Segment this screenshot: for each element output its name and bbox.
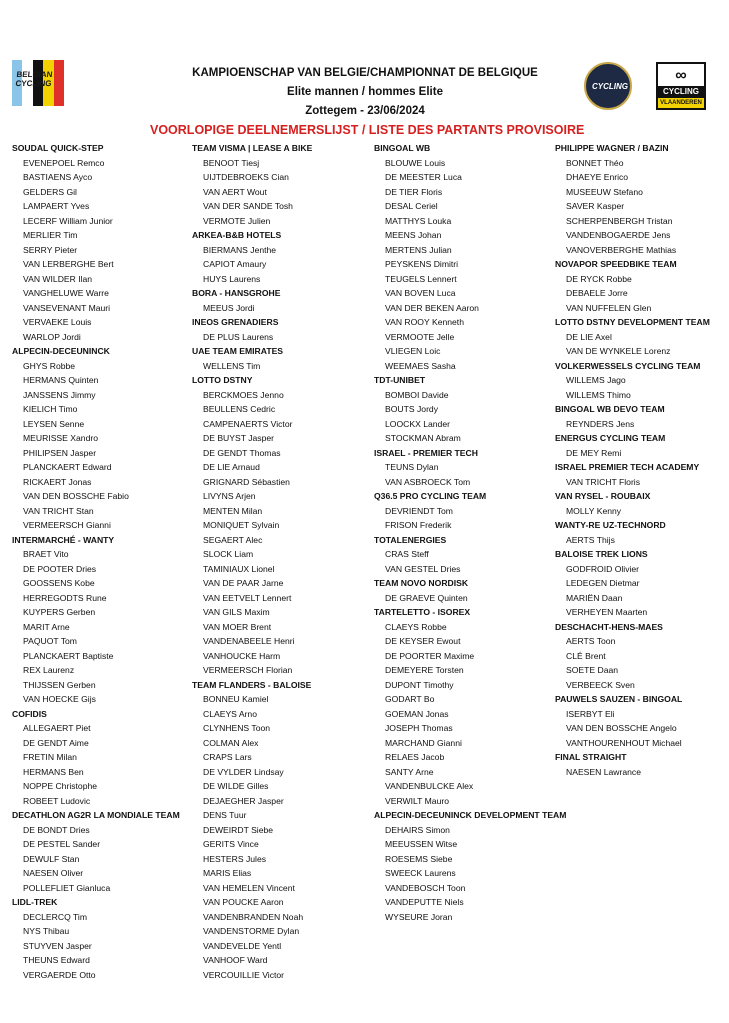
rider-name: VAN TRICHT Floris [566, 476, 641, 487]
rider-name: VAN TRICHT Stan [23, 505, 94, 516]
rider-name: DE BONDT Dries [23, 824, 90, 835]
rider-name: VAN EETVELT Lennert [203, 592, 292, 603]
rider-name: SLOCK Liam [203, 549, 254, 559]
rider-name: VANGHELUWE Warre [23, 288, 109, 298]
rider-name: VANHOUCKE Harm [203, 650, 281, 661]
rider-name: LEYSEN Senne [23, 418, 85, 429]
cycling-vlaanderen-logo [656, 62, 706, 110]
team-name: SOUDAL QUICK-STEP [12, 143, 104, 153]
rider-name: GODFROID Olivier [566, 563, 640, 574]
rider-name: CRAS Steff [385, 549, 429, 559]
rider-name: BONNET Théo [566, 157, 624, 168]
rider-name: BOUTS Jordy [385, 404, 439, 414]
rider-name: VANDEPUTTE Niels [385, 897, 464, 907]
team-name: ARKEA-B&B HOTELS [192, 230, 282, 240]
rider-name: RELAES Jacob [385, 752, 445, 762]
rider-name: BIERMANS Jenthe [203, 244, 277, 255]
rider-name: NAESEN Oliver [23, 868, 84, 878]
rider-name: DE GRAEVE Quinten [385, 592, 468, 603]
rider-name: TEUNS Dylan [385, 462, 439, 472]
rider-name: VAN HOECKE Gijs [23, 694, 96, 704]
rider-name: DE BUYST Jasper [203, 433, 275, 443]
rider-name: WELLENS Tim [203, 360, 261, 371]
rider-name: SERRY Pieter [23, 244, 78, 255]
rider-name: PEYSKENS Dimitri [385, 259, 459, 269]
rider-name: HERREGODTS Rune [23, 592, 107, 603]
rider-name: LOOCKX Lander [385, 418, 450, 429]
team-name: NOVAPOR SPEEDBIKE TEAM [555, 259, 677, 269]
rider-name: WARLOP Jordi [23, 331, 81, 342]
team-name: BALOISE TREK LIONS [555, 549, 648, 559]
startlist-column-1 [12, 141, 180, 982]
rider-name: DE VYLDER Lindsay [203, 766, 284, 777]
rider-name: PLANCKAERT Baptiste [23, 650, 114, 661]
rider-name: DEVRIENDT Tom [385, 505, 453, 516]
startlist-column-2 [192, 141, 312, 982]
rider-name: SCHERPENBERGH Tristan [566, 215, 673, 226]
rider-name: MEENS Johan [385, 230, 442, 240]
team-name: FINAL STRAIGHT [555, 752, 627, 762]
rider-name: VERHEYEN Maarten [566, 607, 648, 617]
rider-name: MARIT Arne [23, 621, 70, 632]
rider-name: GODART Bo [385, 694, 435, 704]
rider-name: REYNDERS Jens [566, 418, 635, 429]
rider-name: VERMEERSCH Florian [203, 665, 293, 675]
rider-name: VANTHOURENHOUT Michael [566, 737, 682, 748]
startlist-column-4 [555, 141, 710, 779]
rider-name: POLLEFLIET Gianluca [23, 882, 111, 893]
rider-name: SOETE Daan [566, 665, 619, 675]
rider-name: STOCKMAN Abram [385, 433, 461, 443]
rider-name: GOOSSENS Kobe [23, 578, 95, 588]
team-name: PAUWELS SAUZEN - BINGOAL [555, 694, 683, 704]
rider-name: VAN POUCKE Aaron [203, 897, 284, 907]
rider-name: CLAEYS Arno [203, 708, 257, 719]
rider-name: DHAEYE Enrico [566, 172, 629, 182]
belgian-cycling-logo [12, 60, 64, 106]
rider-name: VANDENSTORME Dylan [203, 926, 300, 936]
rider-name: EVENEPOEL Remco [23, 157, 105, 168]
team-name: BINGOAL WB DEVO TEAM [555, 404, 665, 414]
rider-name: VAN DER SANDE Tosh [203, 201, 293, 211]
rider-name: BENOOT Tiesj [203, 157, 260, 168]
team-name: ISRAEL PREMIER TECH ACADEMY [555, 462, 700, 472]
rider-name: GELDERS Gil [23, 186, 77, 197]
document-header [150, 64, 585, 140]
team-name: ALPECIN-DECEUNINCK DEVELOPMENT TEAM [374, 810, 567, 820]
rider-name: ALLEGAERT Piet [23, 723, 91, 733]
rider-name: HESTERS Jules [203, 853, 267, 864]
team-name: LOTTO DSTNY [192, 375, 253, 385]
rider-name: VAN DE WYNKELE Lorenz [566, 346, 671, 356]
rider-name: HERMANS Ben [23, 766, 84, 777]
rider-name: DE MEY Remi [566, 447, 622, 458]
rider-name: DENS Tuur [203, 810, 247, 820]
rider-name: VANSEVENANT Mauri [23, 302, 111, 313]
team-name: ALPECIN-DECEUNINCK [12, 346, 110, 356]
rider-name: KUYPERS Gerben [23, 607, 96, 617]
rider-name: VAN AERT Wout [203, 186, 267, 197]
team-name: LIDL-TREK [12, 897, 58, 907]
rider-name: VERGAERDE Otto [23, 969, 96, 980]
provisional-list-title: VOORLOPIGE DEELNEMERSLIJST / LISTE DES PARTANTS PROVISOIRE [150, 123, 585, 137]
rider-name: PLANCKAERT Edward [23, 462, 112, 472]
rider-name: DE POOTER Dries [23, 563, 97, 574]
team-name: WANTY-RE UZ-TECHNORD [555, 520, 666, 530]
rider-name: BERCKMOES Jenno [203, 389, 284, 400]
rider-name: THEUNS Edward [23, 955, 90, 965]
team-name: TOTALENERGIES [374, 534, 447, 545]
rider-name: VANDENBRANDEN Noah [203, 911, 304, 922]
rider-name: VANDENABEELE Henri [203, 636, 295, 646]
rider-name: CLYNHENS Toon [203, 723, 271, 733]
rider-name: DUPONT Timothy [385, 679, 454, 690]
category-title: Elite mannen / hommes Elite [287, 86, 443, 98]
rider-name: VAN BOVEN Luca [385, 288, 456, 298]
rider-name: VERMOOTE Jelle [385, 331, 455, 342]
rider-name: VANDEVELDE Yentl [203, 940, 282, 951]
rider-name: PHILIPSEN Jasper [23, 447, 97, 458]
rider-name: LIVYNS Arjen [203, 491, 256, 501]
team-name: DECATHLON AG2R LA MONDIALE TEAM [12, 810, 180, 820]
championship-title: KAMPIOENSCHAP VAN BELGIE/CHAMPIONNAT DE BELGIQUE [192, 67, 538, 79]
rider-name: CLAEYS Robbe [385, 621, 447, 632]
rider-name: FRISON Frederik [385, 520, 452, 530]
rider-name: VANHOOF Ward [203, 955, 268, 965]
rider-name: DEWULF Stan [23, 853, 80, 864]
rider-name: ISERBYT Eli [566, 708, 615, 719]
rider-name: DE PLUS Laurens [203, 331, 274, 342]
team-name: LOTTO DSTNY DEVELOPMENT TEAM [555, 317, 710, 327]
rider-name: WILLEMS Jago [566, 375, 626, 385]
rider-name: LECERF William Junior [23, 215, 113, 226]
rider-name: BLOUWE Louis [385, 157, 446, 168]
rider-name: MUSEEUW Stefano [566, 186, 643, 197]
rider-name: DE WILDE Gilles [203, 781, 269, 791]
rider-name: DE LIE Arnaud [203, 462, 260, 472]
rider-name: MARIËN Daan [566, 592, 623, 603]
infinity-icon: ∞ [675, 67, 687, 84]
rider-name: CRAPS Lars [203, 752, 252, 762]
rider-name: HERMANS Quinten [23, 375, 99, 385]
rider-name: AERTS Thijs [566, 534, 615, 545]
rider-name: DEBAELE Jorre [566, 288, 628, 298]
rider-name: CLÉ Brent [566, 650, 606, 661]
rider-name: MEEUSSEN Witse [385, 839, 458, 849]
rider-name: DE RYCK Robbe [566, 273, 632, 284]
rider-name: VERBEECK Sven [566, 679, 635, 690]
rider-name: VAN DEN BOSSCHE Fabio [23, 491, 129, 501]
rider-name: DE TIER Floris [385, 186, 443, 197]
team-name: TEAM VISMA | LEASE A BIKE [192, 143, 313, 153]
rider-name: VAN MOER Brent [203, 621, 272, 632]
rider-name: DE MEESTER Luca [385, 172, 462, 182]
rider-name: MONIQUET Sylvain [203, 520, 280, 530]
rider-name: VAN DE PAAR Jarne [203, 578, 284, 588]
team-name: ENERGUS CYCLING TEAM [555, 433, 666, 443]
rider-name: VANDENBULCKE Alex [385, 781, 474, 791]
rider-name: DEJAEGHER Jasper [203, 795, 284, 806]
cycling-vlaanderen-logo-vlaanderen: VLAANDEREN [658, 98, 704, 108]
rider-name: GOEMAN Jonas [385, 708, 449, 719]
rider-name: THIJSSEN Gerben [23, 679, 96, 690]
rider-name: VAN GILS Maxim [203, 607, 270, 617]
rider-name: UIJTDEBROEKS Cian [203, 172, 289, 182]
rider-name: MERLIER Tim [23, 230, 78, 240]
rider-name: WILLEMS Thimo [566, 389, 631, 400]
team-name: TDT-UNIBET [374, 375, 426, 385]
team-name: INTERMARCHÉ - WANTY [12, 534, 115, 545]
event-location-date: Zottegem - 23/06/2024 [305, 105, 425, 117]
rider-name: VERMOTE Julien [203, 215, 271, 226]
rider-name: BONNEU Kamiel [203, 694, 269, 704]
team-name: VOLKERWESSELS CYCLING TEAM [555, 360, 701, 371]
rider-name: SAVER Kasper [566, 201, 625, 211]
rider-name: ROESEMS Siebe [385, 853, 453, 864]
event-cycling-logo [584, 62, 632, 110]
rider-name: LEDEGEN Dietmar [566, 578, 640, 588]
rider-name: VAN ASBROECK Tom [385, 476, 471, 487]
rider-name: DEHAIRS Simon [385, 824, 450, 835]
rider-name: WYSEURE Joran [385, 911, 453, 922]
rider-name: BOMBOI Davide [385, 389, 449, 400]
rider-name: VERMEERSCH Gianni [23, 520, 111, 530]
rider-name: BRAET Vito [23, 549, 69, 559]
rider-name: TEUGELS Lennert [385, 273, 457, 284]
rider-name: DE PESTEL Sander [23, 839, 101, 849]
rider-name: MENTEN Milan [203, 505, 263, 516]
rider-name: VAN ROOY Kenneth [385, 317, 464, 327]
rider-name: VANOVERBERGHE Mathias [566, 244, 677, 255]
team-name: DESCHACHT-HENS-MAES [555, 621, 663, 632]
team-name: BINGOAL WB [374, 143, 431, 153]
event-cycling-logo-text: CYCLING [592, 82, 628, 91]
rider-name: VERVAEKE Louis [23, 317, 92, 327]
rider-name: VAN GESTEL Dries [385, 563, 461, 574]
team-name: BORA - HANSGROHE [192, 288, 281, 298]
rider-name: MATTHYS Louka [385, 215, 452, 226]
rider-name: NAESEN Lawrance [566, 766, 641, 777]
rider-name: DE LIE Axel [566, 331, 612, 342]
rider-name: HUYS Laurens [203, 273, 261, 284]
rider-name: DEMEYERE Torsten [385, 665, 464, 675]
cycling-vlaanderen-logo-cycling: CYCLING [658, 86, 704, 98]
team-name: COFIDIS [12, 708, 47, 719]
startlist-column-3 [374, 141, 566, 924]
rider-name: MERTENS Julian [385, 244, 452, 255]
rider-name: VAN WILDER Ilan [23, 273, 93, 284]
rider-name: VAN DER BEKEN Aaron [385, 302, 479, 313]
team-name: TEAM FLANDERS - BALOISE [192, 679, 312, 690]
rider-name: GERITS Vince [203, 839, 259, 849]
rider-name: JOSEPH Thomas [385, 723, 453, 733]
rider-name: GHYS Robbe [23, 360, 76, 371]
rider-name: TAMINIAUX Lionel [203, 563, 275, 574]
rider-name: VAN DEN BOSSCHE Angelo [566, 723, 677, 733]
team-name: INEOS GRENADIERS [192, 317, 279, 327]
rider-name: MARCHAND Gianni [385, 737, 462, 748]
rider-name: AERTS Toon [566, 636, 616, 646]
rider-name: KIELICH Timo [23, 404, 78, 414]
rider-name: PAQUOT Tom [23, 636, 77, 646]
rider-name: VAN NUFFELEN Glen [566, 302, 652, 313]
rider-name: DE GENDT Aime [23, 737, 89, 748]
rider-name: CAMPENAERTS Victor [203, 418, 293, 429]
rider-name: ROBEET Ludovic [23, 795, 91, 806]
rider-name: VERCOUILLIE Victor [203, 969, 285, 980]
rider-name: VERWILT Mauro [385, 795, 449, 806]
rider-name: WEEMAES Sasha [385, 360, 456, 371]
rider-name: DESAL Ceriel [385, 201, 438, 211]
team-name: Q36.5 PRO CYCLING TEAM [374, 491, 487, 501]
rider-name: COLMAN Alex [203, 737, 259, 748]
team-name: VAN RYSEL - ROUBAIX [555, 491, 651, 501]
rider-name: RICKAERT Jonas [23, 476, 92, 487]
rider-name: NYS Thibau [23, 926, 70, 936]
team-name: UAE TEAM EMIRATES [192, 346, 284, 356]
rider-name: DE KEYSER Ewout [385, 636, 461, 646]
rider-name: MEURISSE Xandro [23, 433, 98, 443]
team-name: PHILIPPE WAGNER / BAZIN [555, 143, 669, 153]
team-name: TEAM NOVO NORDISK [374, 578, 469, 588]
rider-name: JANSSENS Jimmy [23, 389, 96, 400]
team-name: TARTELETTO - ISOREX [374, 607, 471, 617]
rider-name: CAPIOT Amaury [203, 259, 267, 269]
team-name: ISRAEL - PREMIER TECH [374, 447, 478, 458]
rider-name: FRETIN Milan [23, 752, 77, 762]
rider-name: DE GENDT Thomas [203, 447, 281, 458]
rider-name: SWEECK Laurens [385, 868, 456, 878]
rider-name: SANTY Arne [385, 766, 434, 777]
rider-name: DE POORTER Maxime [385, 650, 475, 661]
rider-name: MEEUS Jordi [203, 302, 255, 313]
rider-name: VAN HEMELEN Vincent [203, 882, 295, 893]
rider-name: BEULLENS Cedric [203, 404, 276, 414]
rider-name: BASTIAENS Ayco [23, 172, 93, 182]
rider-name: LAMPAERT Yves [23, 201, 90, 211]
rider-name: DEWEIRDT Siebe [203, 824, 274, 835]
rider-name: VLIEGEN Loic [385, 346, 441, 356]
rider-name: SEGAERT Alec [203, 534, 263, 545]
rider-name: VANDENBOGAERDE Jens [566, 230, 671, 240]
rider-name: MARIS Elias [203, 868, 252, 878]
rider-name: STUYVEN Jasper [23, 940, 92, 951]
rider-name: MOLLY Kenny [566, 505, 622, 516]
rider-name: VANDEBOSCH Toon [385, 882, 466, 893]
rider-name: REX Laurenz [23, 665, 75, 675]
rider-name: DECLERCQ Tim [23, 911, 87, 922]
rider-name: VAN LERBERGHE Bert [23, 259, 114, 269]
rider-name: GRIGNARD Sébastien [203, 476, 290, 487]
belgian-cycling-logo-text: BELGIAN CYCLING [15, 70, 53, 88]
rider-name: NOPPE Christophe [23, 781, 98, 791]
